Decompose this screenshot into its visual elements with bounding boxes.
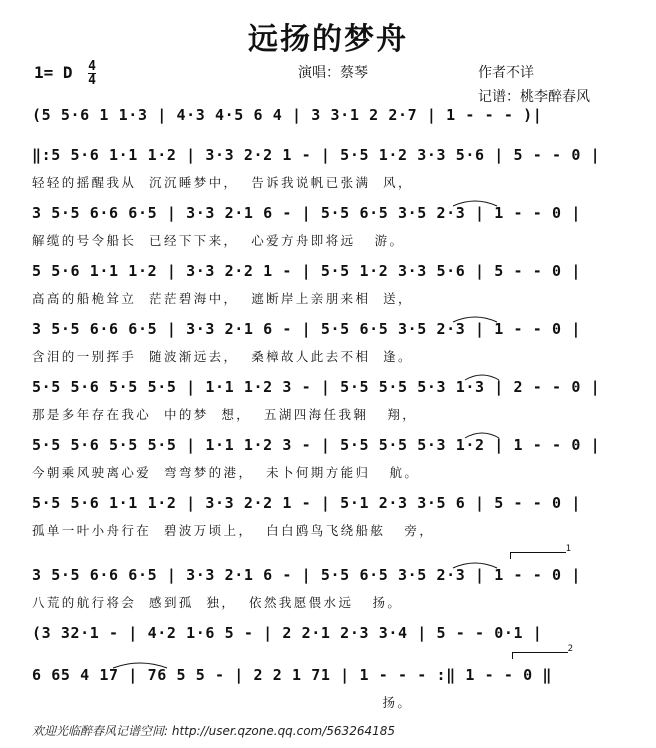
score-line-8: 3 5·5 6·6 6·5 | 3·3 2·1 6 - | 5·5 6·5 3·5 2·3 | 1 - - 0 | bbox=[32, 566, 581, 584]
slur-arc bbox=[450, 558, 500, 570]
score-line-interlude: (3 32·1 - | 4·2 1·6 5 - | 2 2·1 2·3 3·4 | 5 - - 0·1 | bbox=[32, 624, 543, 642]
lyric-line-7: 孤单一叶小舟行在 碧波万顷上， 白白鸥鸟飞绕船舷 旁， bbox=[32, 523, 435, 538]
singer-credit: 演唱：蔡琴 bbox=[298, 65, 368, 81]
lyric-line-1: 轻轻的摇醒我从 沉沉睡梦中， 告诉我说帆已张满 风， bbox=[32, 175, 413, 190]
score-line-1: ‖:5 5·6 1·1 1·2 | 3·3 2·2 1 - | 5·5 1·2 3·3 5·6 | 5 - - 0 | bbox=[32, 146, 601, 164]
lyric-line-3: 高高的船桅耸立 茫茫碧海中， 遮断岸上亲朋来相 送， bbox=[32, 291, 413, 306]
slur-arc bbox=[462, 370, 502, 382]
lyric-line-8: 八荒的航行将会 感到孤 独， 依然我愿偎水远 扬。 bbox=[32, 595, 403, 610]
score-line-4: 3 5·5 6·6 6·5 | 3·3 2·1 6 - | 5·5 6·5 3·5 2·3 | 1 - - 0 | bbox=[32, 320, 581, 338]
slur-arc bbox=[462, 428, 502, 440]
lyric-line-4: 含泪的一别挥手 随波渐远去， 桑樟故人此去不相 逢。 bbox=[32, 349, 413, 364]
time-signature bbox=[88, 60, 96, 87]
transcriber-credit: 记谱：桃李醉春风 bbox=[478, 89, 590, 105]
song-title: 远扬的梦舟 bbox=[248, 22, 408, 57]
lyric-line-5: 那是多年存在我心 中的梦 想， 五湖四海任我翱 翔， bbox=[32, 407, 418, 422]
lyric-line-2: 解缆的号令船长 已经下下来， 心爱方舟即将远 游。 bbox=[32, 233, 405, 248]
lyric-line-ending: 扬。 bbox=[32, 695, 413, 710]
volta-label-2: 2 bbox=[567, 644, 573, 654]
score-line-5: 5·5 5·6 5·5 5·5 | 1·1 1·2 3 - | 5·5 5·5 5·3 1·3 | 2 - - 0 | bbox=[32, 378, 601, 396]
slur-arc bbox=[110, 658, 170, 670]
lyricist-credit: 作者不详 bbox=[478, 65, 534, 81]
score-line-2: 3 5·5 6·6 6·5 | 3·3 2·1 6 - | 5·5 6·5 3·5 2·3 | 1 - - 0 | bbox=[32, 204, 581, 222]
key-signature bbox=[34, 60, 96, 87]
score-line-ending: 6 65 4 17 | 76 5 5 - | 2 2 1 71 | 1 - - - :‖ 1 - - 0 ‖ bbox=[32, 666, 553, 684]
slur-arc bbox=[450, 196, 500, 208]
volta-bracket-1 bbox=[510, 544, 571, 559]
score-line-3: 5 5·6 1·1 1·2 | 3·3 2·2 1 - | 5·5 1·2 3·3 5·6 | 5 - - 0 | bbox=[32, 262, 581, 280]
volta-bracket-2 bbox=[512, 644, 573, 659]
volta-label-1: 1 bbox=[565, 544, 571, 554]
score-line-6: 5·5 5·6 5·5 5·5 | 1·1 1·2 3 - | 5·5 5·5 5·3 1·2 | 1 - - 0 | bbox=[32, 436, 601, 454]
footer-note: 欢迎光临醉春风记谱空间: http://user.qzone.qq.com/563264185 bbox=[32, 724, 396, 738]
slur-arc bbox=[450, 312, 500, 324]
lyric-line-6: 今朝乘风驶离心爱 弯弯梦的港， 未卜何期方能归 航。 bbox=[32, 465, 420, 480]
score-line-intro: (5 5·6 1 1·3 | 4·3 4·5 6 4 | 3 3·1 2 2·7 | 1 - - - )| bbox=[32, 106, 543, 124]
time-signature-top: 4 bbox=[88, 59, 96, 74]
time-signature-bottom: 4 bbox=[88, 73, 96, 88]
score-line-7: 5·5 5·6 1·1 1·2 | 3·3 2·2 1 - | 5·1 2·3 3·5 6 | 5 - - 0 | bbox=[32, 494, 581, 512]
key-label: 1= D bbox=[34, 63, 73, 82]
